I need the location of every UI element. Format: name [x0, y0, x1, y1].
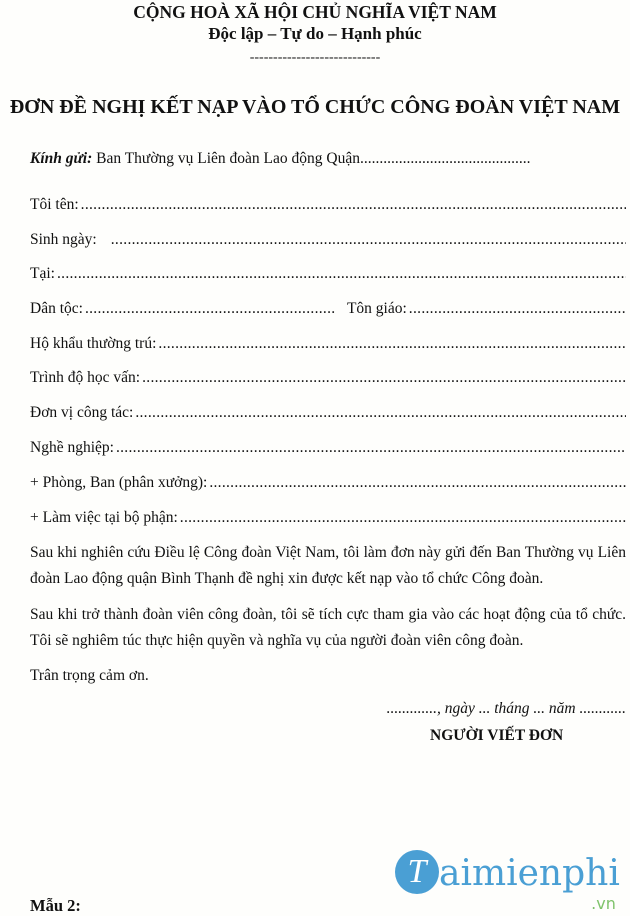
field-residence [30, 335, 626, 353]
field-label: Hộ khẩu thường trú: [30, 335, 157, 352]
field-label: Sinh ngày: [30, 231, 97, 248]
field-label: Tại: [30, 265, 55, 282]
field-blank[interactable] [158, 335, 626, 353]
field-label: Nghề nghiệp: [30, 439, 114, 456]
field-label: Đơn vị công tác: [30, 404, 134, 421]
form-sample-label: Mẫu 2: [30, 896, 81, 915]
date-line: ............., ngày ... tháng ... năm ............ [386, 700, 626, 717]
field-workplace [30, 404, 626, 422]
field-unit [30, 509, 626, 527]
field-blank[interactable] [85, 300, 335, 318]
field-label: Tôn giáo: [346, 300, 407, 317]
field-blank[interactable] [180, 509, 626, 527]
field-birthplace [30, 265, 626, 283]
paragraph-thanks: Trân trọng cảm ơn. [30, 667, 149, 684]
field-blank[interactable] [57, 265, 626, 283]
logo-text: aimienphi [439, 853, 620, 894]
field-label: + Làm việc tại bộ phận: [30, 509, 178, 526]
field-blank[interactable] [142, 369, 626, 387]
field-dob [30, 231, 626, 249]
logo-icon: T [395, 850, 439, 894]
field-label: Dân tộc: [30, 300, 83, 317]
document-title: ĐƠN ĐỀ NGHỊ KẾT NẠP VÀO TỔ CHỨC CÔNG ĐOÀN VIỆT NAM [9, 96, 621, 118]
field-label: + Phòng, Ban (phân xưởng): [30, 474, 208, 491]
field-department [30, 474, 626, 492]
logo-suffix: .vn [591, 894, 616, 913]
field-blank[interactable] [409, 300, 626, 318]
recipient-label: Kính gửi: [30, 150, 93, 167]
field-ethnicity-religion [30, 300, 626, 318]
field-blank[interactable] [135, 404, 626, 422]
national-motto: Độc lập – Tự do – Hạnh phúc [208, 24, 422, 43]
national-title: CỘNG HOÀ XÃ HỘI CHỦ NGHĨA VIỆT NAM [133, 2, 497, 22]
field-blank[interactable] [81, 196, 626, 214]
signer-title: NGƯỜI VIẾT ĐƠN [430, 727, 564, 744]
paragraph-request: Sau khi nghiên cứu Điều lệ Công đoàn Việt Nam, tôi làm đơn này gửi đến Ban Thường vụ Liên đoàn Lao động quận Bình Thạnh đề nghị xin được kết nạp vào tổ chức Công đoàn. [30, 544, 626, 587]
field-name [30, 196, 626, 214]
field-blank[interactable] [116, 439, 626, 457]
header-separator: ---------------------------- [249, 50, 381, 65]
field-occupation [30, 439, 626, 457]
recipient-text: Ban Thường vụ Liên đoàn Lao động Quận [96, 150, 360, 167]
recipient-line [30, 150, 530, 168]
field-blank[interactable] [209, 474, 626, 492]
recipient-blank[interactable]: ............................................ [359, 150, 531, 167]
field-blank[interactable] [111, 231, 626, 249]
paragraph-commitment: Sau khi trở thành đoàn viên công đoàn, tôi sẽ tích cực tham gia vào các hoạt động của tổ chức. Tôi sẽ nghiêm túc thực hiện quyền và nghĩa vụ của người đoàn viên công đoàn. [30, 606, 626, 649]
watermark-logo [395, 850, 620, 913]
field-education [30, 369, 626, 387]
field-label: Tôi tên: [30, 196, 79, 213]
field-label: Trình độ học vấn: [30, 369, 141, 386]
